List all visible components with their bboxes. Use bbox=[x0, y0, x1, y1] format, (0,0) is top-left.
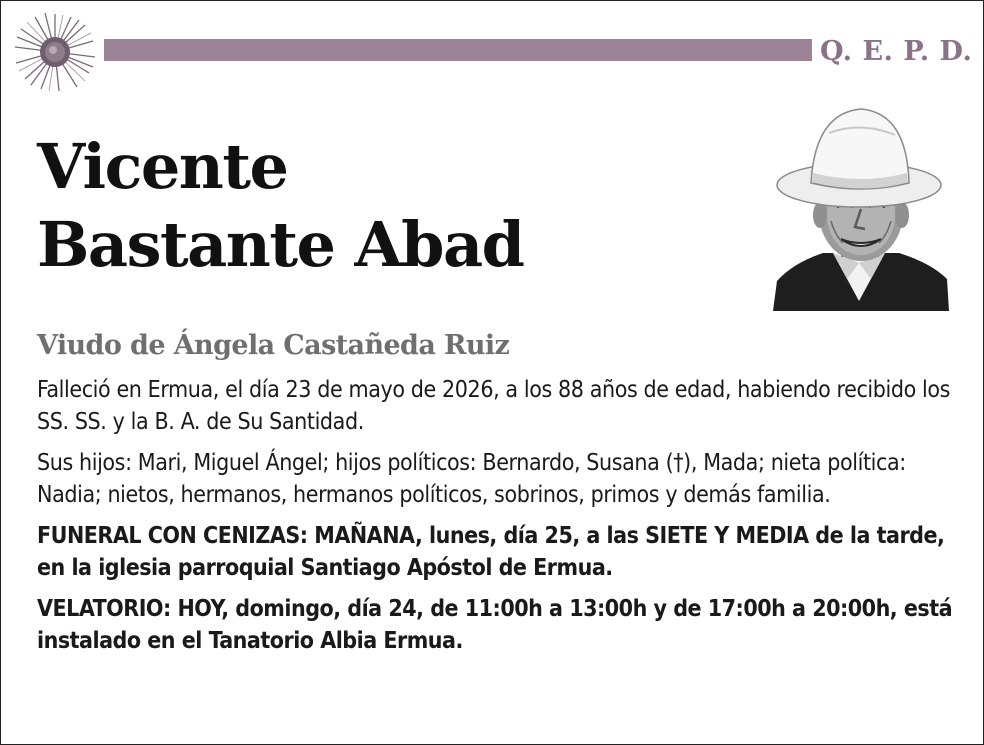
family-paragraph: Sus hijos: Mari, Miguel Ángel; hijos políticos: Bernardo, Susana (†), Mada; nieta política: Nadia; nietos, hermanos, hermanos políticos, sobrinos, primos y demás familia. bbox=[37, 450, 906, 508]
name-second-line: Bastante Abad bbox=[37, 208, 524, 281]
header-accent-bar bbox=[104, 39, 812, 61]
deceased-name bbox=[37, 128, 524, 284]
funeral-paragraph: FUNERAL CON CENIZAS: MAÑANA, lunes, día 25, a las SIETE Y MEDIA de la tarde, en la iglesia parroquial Santiago Apóstol de Ermua. bbox=[37, 523, 945, 581]
wake-paragraph: VELATORIO: HOY, domingo, día 24, de 11:00h a 13:00h y de 17:00h a 20:00h, está instalado en el Tanatorio Albia Ermua. bbox=[37, 596, 953, 654]
name-first-line: Vicente bbox=[37, 130, 288, 203]
qepd-label: Q. E. P. D. bbox=[820, 36, 973, 67]
portrait-photo bbox=[771, 103, 951, 311]
widow-of-line: Viudo de Ángela Castañeda Ruiz bbox=[37, 330, 510, 361]
death-paragraph: Falleció en Ermua, el día 23 de mayo de 2026, a los 88 años de edad, habiendo recibido los SS. SS. y la B. A. de Su Santidad. bbox=[37, 377, 951, 435]
thistle-flower-icon bbox=[13, 11, 97, 93]
obituary-body bbox=[37, 374, 955, 666]
